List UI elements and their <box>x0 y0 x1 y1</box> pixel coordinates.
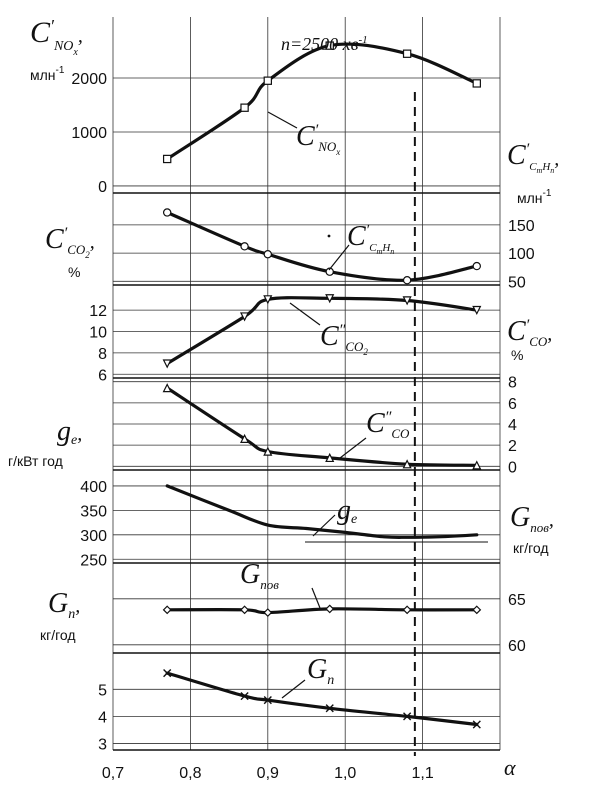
y-tick-label-left: 5 <box>98 682 107 700</box>
y-tick-label-left: 4 <box>98 709 107 727</box>
stray-dot <box>328 235 331 238</box>
y-tick-label-left: 3 <box>98 736 107 754</box>
y-tick-label-right: 4 <box>508 417 517 434</box>
data-point <box>241 104 248 111</box>
co2-axis-unit: % <box>68 264 81 280</box>
y-tick-label-left: 8 <box>98 345 107 363</box>
data-point <box>473 80 480 87</box>
y-tick-label-right: 60 <box>508 637 526 655</box>
co-axis-label: $C'_{CO}^,$ <box>507 316 553 349</box>
nox-axis-label: $C'_{NO}x^,$ <box>30 16 83 58</box>
cmhn-axis-unit: млн$^{-1}$ <box>517 188 552 206</box>
y-tick-label-right: 6 <box>508 395 517 413</box>
data-point <box>404 277 411 284</box>
label-co: $C''_{CO}$ <box>366 408 410 441</box>
data-point <box>473 262 480 269</box>
data-point <box>404 50 411 57</box>
x-tick-label: 0,9 <box>256 765 279 782</box>
co2-axis-label: $C'_{CO}2^,$ <box>45 224 95 260</box>
y-tick-label-right: 150 <box>508 217 535 235</box>
y-tick-label-right: 50 <box>508 274 526 292</box>
y-tick-label-left: 350 <box>80 503 107 521</box>
y-tick-label-left: 12 <box>89 303 107 321</box>
label-ge: ge <box>337 495 358 527</box>
co-axis-unit: % <box>511 347 524 363</box>
y-tick-label-left: 1000 <box>71 124 107 142</box>
label-gn: $G_п$ <box>307 654 335 688</box>
label-nox: $C'_{NO}x$ <box>296 121 341 157</box>
y-tick-label-right: 100 <box>508 246 535 264</box>
cmhn-axis-label: $C'_CmHn^,$ <box>507 140 560 175</box>
data-point <box>241 243 248 250</box>
x-tick-label: 1,1 <box>411 765 434 782</box>
y-tick-label-left: 400 <box>80 478 107 496</box>
ge-axis-label: ge, <box>57 416 83 448</box>
data-point <box>164 155 171 162</box>
y-tick-label-right: 2 <box>508 438 517 456</box>
y-tick-label-right: 65 <box>508 591 526 609</box>
x-tick-label: 1,0 <box>334 765 357 782</box>
gn-axis-label: $G_п^,$ <box>48 588 81 622</box>
y-tick-label-left: 2000 <box>71 71 107 89</box>
gpov-axis-unit: кг/год <box>513 540 549 556</box>
nox-axis-unit: млн$^{-1}$ <box>30 65 65 83</box>
data-point <box>264 251 271 258</box>
ge-axis-unit: г/кВт год <box>8 453 63 469</box>
y-tick-label-right: 8 <box>508 374 517 392</box>
label-cmhn: $C'_CmHn$ <box>347 221 395 256</box>
y-tick-label-left: 10 <box>89 324 107 342</box>
y-tick-label-right: 0 <box>508 459 517 477</box>
y-tick-label-left: 300 <box>80 527 107 545</box>
label-gpov: $G_{пов}$ <box>240 559 279 592</box>
gpov-axis-label: $G_{пов}^,$ <box>510 502 554 535</box>
data-point <box>164 209 171 216</box>
data-point <box>264 77 271 84</box>
y-tick-label-left: 6 <box>98 367 107 385</box>
label-co2: $C''_{CO}2$ <box>320 321 368 357</box>
gn-axis-unit: кг/год <box>40 627 76 643</box>
x-tick-label: 0,7 <box>101 765 125 782</box>
y-tick-label-left: 0 <box>98 178 107 196</box>
y-tick-label-left: 250 <box>80 552 107 570</box>
x-axis-label: α <box>504 755 516 780</box>
chart-title: n=2500 $хв^{-1}$ <box>281 34 368 54</box>
x-tick-label: 0,8 <box>179 765 202 782</box>
